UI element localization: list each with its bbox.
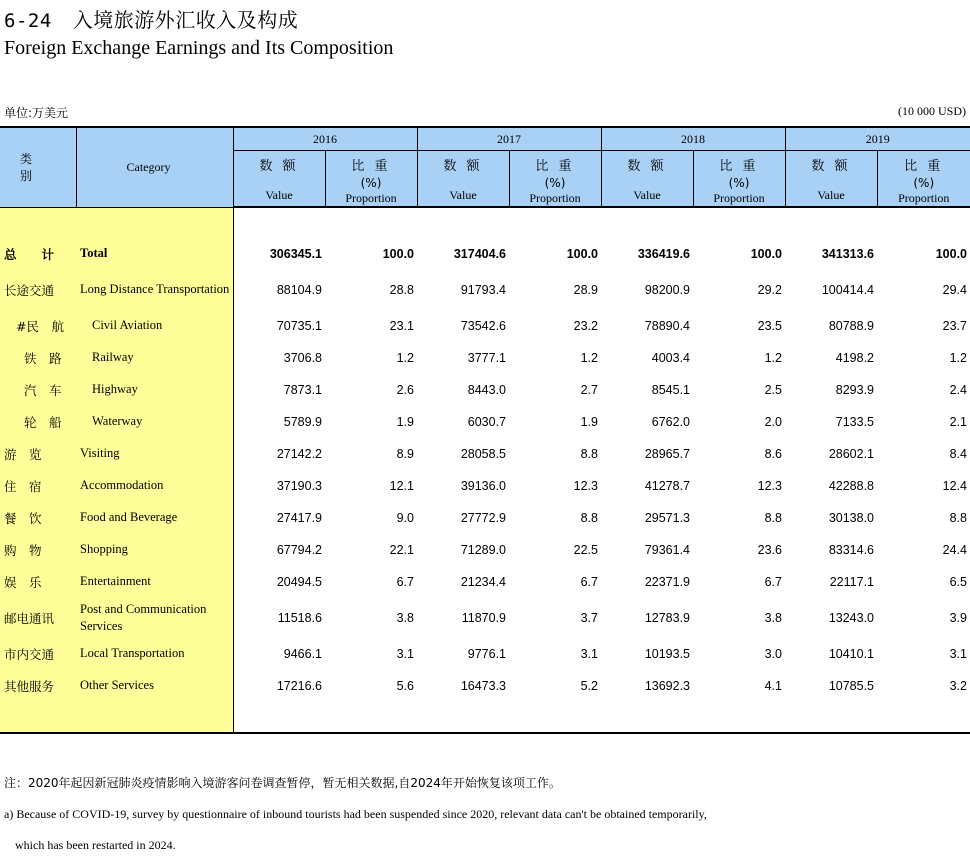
proportion-cell: 6.7 bbox=[580, 574, 598, 589]
table-number: 6-24 bbox=[4, 10, 52, 32]
proportion-header-cn: 比 重 bbox=[719, 159, 759, 174]
value-cell: 317404.6 bbox=[453, 246, 506, 261]
table-row bbox=[0, 502, 970, 534]
value-cell: 22371.9 bbox=[644, 574, 690, 589]
end-cell bbox=[417, 702, 509, 733]
value-cell: 11518.6 bbox=[277, 610, 322, 625]
data-table-wrap bbox=[0, 126, 970, 734]
value-cell: 9776.1 bbox=[467, 646, 506, 661]
note-cn: 注：2020年起因新冠肺炎疫情影响入境游客问卷调查暂停，暂无相关数据,自2024年开始恢复该项工作。 bbox=[4, 776, 561, 790]
proportion-cell: 23.1 bbox=[389, 318, 414, 333]
proportion-cell: 1.2 bbox=[580, 350, 598, 365]
proportion-cell: 1.9 bbox=[580, 414, 598, 429]
spacer-cell bbox=[693, 207, 785, 238]
row-category-en: Other Services bbox=[76, 670, 233, 702]
value-cell: 27142.2 bbox=[276, 446, 322, 461]
row-category-en: Local Transportation bbox=[76, 638, 233, 670]
value-cell: 6762.0 bbox=[651, 414, 690, 429]
row-category-en: Long Distance Transportation bbox=[76, 270, 233, 310]
value-cell: 27417.9 bbox=[276, 510, 322, 525]
table-row bbox=[0, 238, 970, 270]
proportion-cell: 1.2 bbox=[949, 350, 967, 365]
table-end-row bbox=[0, 702, 970, 733]
value-cell: 79361.4 bbox=[644, 542, 690, 557]
value-cell: 10785.5 bbox=[828, 678, 874, 693]
value-header-2017 bbox=[417, 151, 509, 208]
proportion-header-cn: 比 重 bbox=[351, 159, 391, 174]
proportion-cell: 9.0 bbox=[396, 510, 414, 525]
data-table bbox=[0, 126, 970, 734]
value-cell: 341313.6 bbox=[821, 246, 874, 261]
spacer-cell bbox=[325, 207, 417, 238]
table-row bbox=[0, 534, 970, 566]
end-cell bbox=[509, 702, 601, 733]
row-category-en: Post and Communication Services bbox=[76, 598, 233, 638]
value-cell: 306345.1 bbox=[269, 246, 322, 261]
year-header-2016: 2016 bbox=[233, 127, 417, 151]
spacer-cell bbox=[785, 207, 877, 238]
value-header-en: Value bbox=[449, 188, 477, 202]
value-cell: 8293.9 bbox=[835, 382, 874, 397]
value-cell: 7133.5 bbox=[835, 414, 874, 429]
spacer-cell bbox=[233, 207, 325, 238]
value-cell: 4198.2 bbox=[835, 350, 874, 365]
value-header-2019 bbox=[785, 151, 877, 208]
value-header-cn: 数 额 bbox=[627, 159, 667, 174]
end-cell bbox=[877, 702, 970, 733]
proportion-cell: 6.7 bbox=[396, 574, 414, 589]
value-cell: 3706.8 bbox=[283, 350, 322, 365]
proportion-cell: 5.6 bbox=[396, 678, 414, 693]
proportion-header-pct: (%) bbox=[913, 176, 935, 190]
row-category-en: Railway bbox=[76, 342, 233, 374]
value-cell: 70735.1 bbox=[276, 318, 322, 333]
proportion-cell: 8.6 bbox=[764, 446, 782, 461]
table-row bbox=[0, 406, 970, 438]
value-cell: 91793.4 bbox=[460, 282, 506, 297]
proportion-header-2016 bbox=[325, 151, 417, 208]
proportion-cell: 100.0 bbox=[382, 246, 414, 261]
proportion-cell: 3.1 bbox=[580, 646, 598, 661]
proportion-header-2018 bbox=[693, 151, 785, 208]
table-row bbox=[0, 342, 970, 374]
row-category-en: Entertainment bbox=[76, 566, 233, 598]
note-en-line2: which has been restarted in 2024. bbox=[15, 838, 176, 852]
value-cell: 80788.9 bbox=[828, 318, 874, 333]
value-header-cn: 数 额 bbox=[259, 159, 299, 174]
spacer-cell bbox=[601, 207, 693, 238]
proportion-cell: 8.8 bbox=[949, 510, 967, 525]
value-cell: 28965.7 bbox=[644, 446, 690, 461]
value-header-cn: 数 额 bbox=[811, 159, 851, 174]
row-category-en: Accommodation bbox=[76, 470, 233, 502]
proportion-header-pct: (%) bbox=[728, 176, 750, 190]
proportion-cell: 3.1 bbox=[396, 646, 414, 661]
proportion-cell: 2.1 bbox=[949, 414, 967, 429]
table-row bbox=[0, 638, 970, 670]
row-category-en: Visiting bbox=[76, 438, 233, 470]
value-cell: 16473.3 bbox=[460, 678, 506, 693]
row-category-en: Food and Beverage bbox=[76, 502, 233, 534]
value-cell: 98200.9 bbox=[644, 282, 690, 297]
proportion-header-pct: (%) bbox=[360, 176, 382, 190]
proportion-cell: 3.9 bbox=[949, 610, 967, 625]
proportion-cell: 12.1 bbox=[389, 478, 414, 493]
proportion-header-en: Proportion bbox=[713, 191, 765, 205]
value-cell: 10193.5 bbox=[644, 646, 690, 661]
end-cell bbox=[693, 702, 785, 733]
proportion-header-en: Proportion bbox=[898, 191, 950, 205]
spacer-cell bbox=[0, 207, 76, 238]
table-row bbox=[0, 598, 970, 638]
proportion-cell: 22.1 bbox=[389, 542, 414, 557]
proportion-cell: 3.0 bbox=[764, 646, 782, 661]
value-cell: 37190.3 bbox=[276, 478, 322, 493]
proportion-cell: 2.4 bbox=[949, 382, 967, 397]
proportion-cell: 8.8 bbox=[764, 510, 782, 525]
value-cell: 10410.1 bbox=[828, 646, 874, 661]
value-cell: 5789.9 bbox=[283, 414, 322, 429]
row-category-cn: 轮 船 bbox=[0, 406, 76, 438]
proportion-cell: 12.3 bbox=[757, 478, 782, 493]
proportion-cell: 4.1 bbox=[764, 678, 782, 693]
value-cell: 67794.2 bbox=[276, 542, 322, 557]
proportion-cell: 12.3 bbox=[573, 478, 598, 493]
proportion-header-en: Proportion bbox=[345, 191, 397, 205]
proportion-cell: 1.2 bbox=[396, 350, 414, 365]
table-row bbox=[0, 438, 970, 470]
value-cell: 3777.1 bbox=[467, 350, 506, 365]
value-cell: 20494.5 bbox=[276, 574, 322, 589]
end-cell bbox=[325, 702, 417, 733]
proportion-cell: 29.4 bbox=[942, 282, 967, 297]
proportion-cell: 8.4 bbox=[949, 446, 967, 461]
value-cell: 12783.9 bbox=[644, 610, 690, 625]
value-cell: 4003.4 bbox=[651, 350, 690, 365]
end-cell bbox=[0, 702, 76, 733]
proportion-cell: 28.9 bbox=[573, 282, 598, 297]
row-category-cn: 游 览 bbox=[0, 438, 76, 470]
row-category-cn: 餐 饮 bbox=[0, 502, 76, 534]
row-category-en: Civil Aviation bbox=[76, 310, 233, 342]
proportion-cell: 12.4 bbox=[942, 478, 967, 493]
value-cell: 13692.3 bbox=[644, 678, 690, 693]
value-header-2018 bbox=[601, 151, 693, 208]
end-cell bbox=[76, 702, 233, 733]
proportion-cell: 8.8 bbox=[580, 510, 598, 525]
value-header-en: Value bbox=[817, 188, 845, 202]
table-row bbox=[0, 310, 970, 342]
value-cell: 78890.4 bbox=[644, 318, 690, 333]
proportion-cell: 23.2 bbox=[573, 318, 598, 333]
value-cell: 71289.0 bbox=[460, 542, 506, 557]
proportion-cell: 1.9 bbox=[396, 414, 414, 429]
spacer-cell bbox=[509, 207, 601, 238]
row-category-en: Waterway bbox=[76, 406, 233, 438]
value-cell: 100414.4 bbox=[821, 282, 874, 297]
page-title-en: Foreign Exchange Earnings and Its Composition bbox=[4, 37, 394, 59]
value-cell: 8443.0 bbox=[467, 382, 506, 397]
value-cell: 42288.8 bbox=[828, 478, 874, 493]
proportion-cell: 3.1 bbox=[949, 646, 967, 661]
proportion-header-2017 bbox=[509, 151, 601, 208]
year-header-2018: 2018 bbox=[601, 127, 785, 151]
category-cn-header: 类 别 bbox=[0, 127, 76, 207]
end-cell bbox=[233, 702, 325, 733]
spacer-cell bbox=[76, 207, 233, 238]
proportion-cell: 22.5 bbox=[573, 542, 598, 557]
table-row bbox=[0, 566, 970, 598]
row-category-cn: 总 计 bbox=[0, 238, 76, 270]
table-row bbox=[0, 270, 970, 310]
value-header-en: Value bbox=[633, 188, 661, 202]
proportion-header-cn: 比 重 bbox=[904, 159, 944, 174]
proportion-cell: 6.5 bbox=[949, 574, 967, 589]
value-header-2016 bbox=[233, 151, 325, 208]
table-row bbox=[0, 374, 970, 406]
value-cell: 11870.9 bbox=[461, 610, 506, 625]
row-category-cn: 购 物 bbox=[0, 534, 76, 566]
proportion-cell: 2.6 bbox=[396, 382, 414, 397]
proportion-cell: 2.0 bbox=[764, 414, 782, 429]
proportion-cell: 3.8 bbox=[396, 610, 414, 625]
row-category-cn: #民 航 bbox=[0, 310, 76, 342]
value-cell: 30138.0 bbox=[828, 510, 874, 525]
end-cell bbox=[601, 702, 693, 733]
page-title-cn bbox=[4, 4, 298, 33]
value-cell: 73542.6 bbox=[460, 318, 506, 333]
value-cell: 41278.7 bbox=[644, 478, 690, 493]
proportion-cell: 28.8 bbox=[389, 282, 414, 297]
proportion-cell: 6.7 bbox=[764, 574, 782, 589]
unit-label-cn: 单位:万美元 bbox=[4, 106, 69, 120]
proportion-header-cn: 比 重 bbox=[535, 159, 575, 174]
row-category-en: Highway bbox=[76, 374, 233, 406]
row-category-cn: 其他服务 bbox=[0, 670, 76, 702]
table-spacer-row bbox=[0, 207, 970, 238]
value-cell: 8545.1 bbox=[651, 382, 690, 397]
row-category-en: Shopping bbox=[76, 534, 233, 566]
row-category-cn: 邮电通讯 bbox=[0, 598, 76, 638]
value-cell: 83314.6 bbox=[828, 542, 874, 557]
proportion-cell: 29.2 bbox=[757, 282, 782, 297]
value-cell: 21234.4 bbox=[460, 574, 506, 589]
unit-label-en: (10 000 USD) bbox=[898, 104, 966, 118]
row-category-en: Total bbox=[76, 238, 233, 270]
value-cell: 6030.7 bbox=[467, 414, 506, 429]
proportion-cell: 8.9 bbox=[396, 446, 414, 461]
proportion-cell: 23.6 bbox=[757, 542, 782, 557]
proportion-header-pct: (%) bbox=[544, 176, 566, 190]
note-en-line1: a) Because of COVID-19, survey by questionnaire of inbound tourists had been suspended since 2020, relevant data can't be obtained temporarily, bbox=[4, 807, 707, 821]
row-category-cn: 市内交通 bbox=[0, 638, 76, 670]
value-cell: 39136.0 bbox=[460, 478, 506, 493]
proportion-cell: 100.0 bbox=[935, 246, 967, 261]
proportion-cell: 2.7 bbox=[580, 382, 598, 397]
row-category-cn: 住 宿 bbox=[0, 470, 76, 502]
proportion-cell: 24.4 bbox=[942, 542, 967, 557]
proportion-cell: 5.2 bbox=[580, 678, 598, 693]
row-category-cn: 铁 路 bbox=[0, 342, 76, 374]
row-category-cn: 汽 车 bbox=[0, 374, 76, 406]
row-category-cn: 长途交通 bbox=[0, 270, 76, 310]
proportion-cell: 100.0 bbox=[566, 246, 598, 261]
value-cell: 22117.1 bbox=[829, 574, 874, 589]
value-cell: 28602.1 bbox=[828, 446, 874, 461]
proportion-cell: 3.2 bbox=[949, 678, 967, 693]
proportion-header-en: Proportion bbox=[529, 191, 581, 205]
proportion-cell: 1.2 bbox=[764, 350, 782, 365]
row-category-cn: 娱 乐 bbox=[0, 566, 76, 598]
table-row bbox=[0, 670, 970, 702]
title-cn-text: 入境旅游外汇收入及构成 bbox=[72, 8, 299, 32]
value-header-en: Value bbox=[265, 188, 293, 202]
value-cell: 7873.1 bbox=[283, 382, 322, 397]
value-cell: 336419.6 bbox=[637, 246, 690, 261]
value-cell: 27772.9 bbox=[460, 510, 506, 525]
proportion-cell: 3.7 bbox=[580, 610, 598, 625]
end-cell bbox=[785, 702, 877, 733]
value-cell: 9466.1 bbox=[283, 646, 322, 661]
proportion-header-2019 bbox=[877, 151, 970, 208]
category-en-header: Category bbox=[76, 127, 233, 207]
spacer-cell bbox=[877, 207, 970, 238]
proportion-cell: 2.5 bbox=[764, 382, 782, 397]
year-header-2017: 2017 bbox=[417, 127, 601, 151]
value-header-cn: 数 额 bbox=[443, 159, 483, 174]
value-cell: 13243.0 bbox=[828, 610, 874, 625]
proportion-cell: 23.5 bbox=[757, 318, 782, 333]
value-cell: 17216.6 bbox=[276, 678, 322, 693]
value-cell: 88104.9 bbox=[276, 282, 322, 297]
value-cell: 28058.5 bbox=[460, 446, 506, 461]
proportion-cell: 23.7 bbox=[942, 318, 967, 333]
proportion-cell: 8.8 bbox=[580, 446, 598, 461]
spacer-cell bbox=[417, 207, 509, 238]
proportion-cell: 100.0 bbox=[750, 246, 782, 261]
table-row bbox=[0, 470, 970, 502]
value-cell: 29571.3 bbox=[644, 510, 690, 525]
year-header-2019: 2019 bbox=[785, 127, 970, 151]
proportion-cell: 3.8 bbox=[764, 610, 782, 625]
